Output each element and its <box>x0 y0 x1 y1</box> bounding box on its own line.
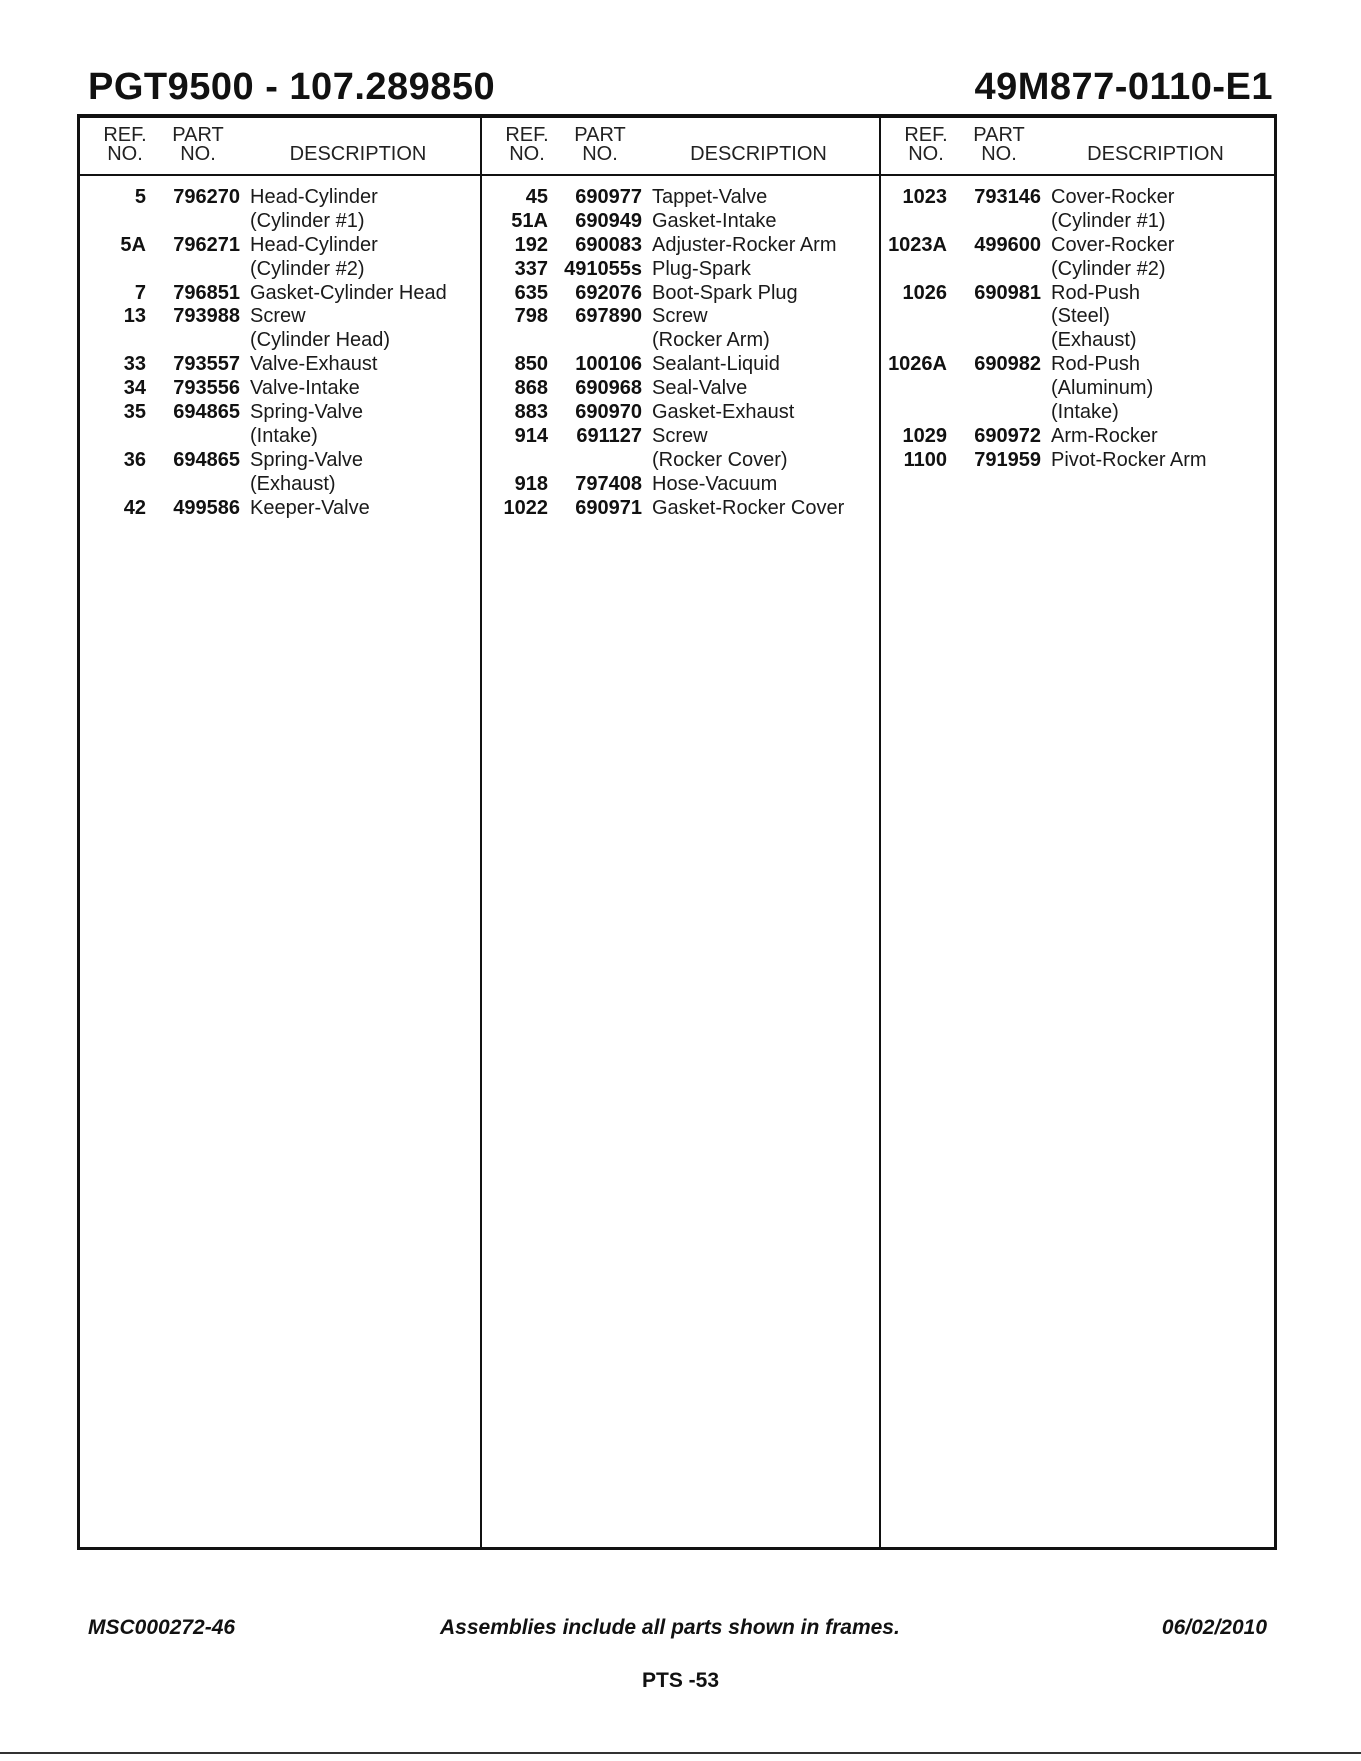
part-number: 499586 <box>173 496 240 519</box>
parts-row <box>881 282 1274 306</box>
parts-column-3 <box>879 118 1274 1547</box>
parts-row <box>482 234 879 258</box>
parts-row <box>881 353 1274 377</box>
ref-number: 1029 <box>902 424 947 447</box>
part-number: 690970 <box>575 401 642 424</box>
ref-number: 34 <box>123 377 146 400</box>
parts-row <box>80 329 480 353</box>
part-description: (Intake) <box>250 424 318 447</box>
parts-rows <box>482 186 879 520</box>
ref-number: 35 <box>123 401 146 424</box>
part-description: Keeper-Valve <box>250 496 370 519</box>
ref-number: 33 <box>123 353 146 376</box>
part-description: Boot-Spark Plug <box>652 281 798 304</box>
parts-list-frame <box>77 114 1277 1550</box>
ref-no-label: NO. <box>908 143 944 165</box>
part-description: Spring-Valve <box>250 448 364 471</box>
ref-number: 337 <box>514 257 548 280</box>
part-number: 694865 <box>173 448 240 471</box>
parts-row <box>80 186 480 210</box>
part-label: PART <box>172 124 224 146</box>
part-description: Screw <box>652 305 708 328</box>
ref-label: REF. <box>103 124 147 146</box>
model-title: PGT9500 - 107.289850 <box>88 66 496 108</box>
parts-row <box>80 425 480 449</box>
ref-number: 7 <box>134 281 146 304</box>
part-description: (Aluminum) <box>1051 377 1154 400</box>
parts-column-1 <box>80 118 480 1547</box>
parts-row <box>80 449 480 473</box>
ref-number: 850 <box>514 353 548 376</box>
parts-row <box>482 210 879 234</box>
part-number: 793146 <box>974 186 1041 208</box>
ref-number: 635 <box>514 281 548 304</box>
part-number: 690981 <box>974 281 1041 304</box>
parts-row <box>881 329 1274 353</box>
description-label: DESCRIPTION <box>289 143 427 165</box>
part-description: Seal-Valve <box>652 377 748 400</box>
part-number: 694865 <box>173 401 240 424</box>
part-description: Head-Cylinder <box>250 233 378 256</box>
parts-row <box>482 258 879 282</box>
footer-code: MSC000272-46 <box>88 1616 236 1639</box>
ref-number: 1022 <box>503 496 548 519</box>
footer-note: Assemblies include all parts shown in frames. <box>440 1616 900 1639</box>
parts-row <box>482 282 879 306</box>
part-description: Plug-Spark <box>652 257 751 280</box>
parts-row <box>881 449 1274 473</box>
bottom-rule <box>0 1752 1361 1754</box>
parts-row <box>881 258 1274 282</box>
part-number: 796270 <box>173 186 240 208</box>
part-description: Rod-Push <box>1051 353 1140 376</box>
parts-row <box>80 305 480 329</box>
part-description: Cover-Rocker <box>1051 233 1175 256</box>
ref-number: 1026 <box>902 281 947 304</box>
ref-label: REF. <box>505 124 549 146</box>
ref-number: 5A <box>120 233 146 256</box>
ref-number: 5 <box>134 186 146 208</box>
part-description: Valve-Intake <box>250 377 360 400</box>
parts-row <box>482 186 879 210</box>
part-no-label: NO. <box>582 143 618 165</box>
ref-number: 868 <box>514 377 548 400</box>
ref-number: 192 <box>514 233 548 256</box>
part-number: 797408 <box>575 472 642 495</box>
parts-row <box>80 258 480 282</box>
parts-row <box>482 305 879 329</box>
part-description: (Steel) <box>1051 305 1110 328</box>
part-description: Gasket-Cylinder Head <box>250 281 447 304</box>
column-header <box>482 118 879 176</box>
part-number: 691127 <box>576 424 642 447</box>
parts-row <box>80 377 480 401</box>
part-description: (Cylinder Head) <box>250 329 391 352</box>
part-number: 692076 <box>575 281 642 304</box>
part-label: PART <box>973 124 1025 146</box>
parts-row <box>881 377 1274 401</box>
ref-number: 36 <box>123 448 146 471</box>
part-number: 491055s <box>564 257 642 280</box>
ref-number: 13 <box>123 305 146 328</box>
part-description: (Cylinder #2) <box>250 257 365 280</box>
part-number: 793988 <box>173 305 240 328</box>
part-description: (Rocker Arm) <box>652 329 770 352</box>
parts-row <box>482 401 879 425</box>
ref-number: 918 <box>514 472 548 495</box>
parts-row <box>80 401 480 425</box>
parts-row <box>881 425 1274 449</box>
parts-row <box>482 377 879 401</box>
parts-row <box>482 329 879 353</box>
part-description: (Exhaust) <box>250 472 336 495</box>
part-description: Hose-Vacuum <box>652 472 778 495</box>
parts-row <box>482 353 879 377</box>
parts-row <box>881 186 1274 210</box>
parts-row <box>80 234 480 258</box>
part-description: Gasket-Exhaust <box>652 401 795 424</box>
parts-row <box>881 234 1274 258</box>
page-header <box>88 66 1273 116</box>
part-description: Sealant-Liquid <box>652 353 780 376</box>
part-description: Rod-Push <box>1051 281 1140 304</box>
part-description: (Intake) <box>1051 401 1119 424</box>
parts-row <box>482 497 879 521</box>
parts-row <box>482 449 879 473</box>
part-description: (Exhaust) <box>1051 329 1137 352</box>
part-description: (Rocker Cover) <box>652 448 788 471</box>
part-description: Spring-Valve <box>250 401 364 424</box>
part-number: 796271 <box>173 233 240 256</box>
part-description: (Cylinder #2) <box>1051 257 1166 280</box>
ref-number: 1100 <box>903 448 947 471</box>
part-description: Cover-Rocker <box>1051 186 1175 208</box>
part-number: 793557 <box>173 353 240 376</box>
part-description: Valve-Exhaust <box>250 353 378 376</box>
parts-rows <box>80 186 480 520</box>
part-label: PART <box>574 124 626 146</box>
part-no-label: NO. <box>180 143 216 165</box>
part-number: 690083 <box>575 233 642 256</box>
ref-number: 1023 <box>902 186 947 208</box>
parts-row <box>80 473 480 497</box>
part-number: 690968 <box>575 377 642 400</box>
description-label: DESCRIPTION <box>1087 143 1224 165</box>
ref-no-label: NO. <box>509 143 545 165</box>
column-header <box>80 118 480 176</box>
part-number: 100106 <box>575 353 642 376</box>
ref-number: 1026A <box>888 353 947 376</box>
part-number: 690972 <box>974 424 1041 447</box>
part-number: 499600 <box>974 233 1041 256</box>
parts-row <box>80 210 480 234</box>
parts-column-2 <box>480 118 879 1547</box>
part-description: (Cylinder #1) <box>250 209 365 232</box>
part-number: 791959 <box>974 448 1041 471</box>
part-description: Tappet-Valve <box>652 186 768 208</box>
part-description: Arm-Rocker <box>1051 424 1158 447</box>
part-description: Gasket-Intake <box>652 209 777 232</box>
part-description: (Cylinder #1) <box>1051 209 1166 232</box>
part-description: Screw <box>652 424 708 447</box>
ref-number: 45 <box>525 186 548 208</box>
part-description: Gasket-Rocker Cover <box>652 496 845 519</box>
ref-number: 42 <box>123 496 146 519</box>
ref-number: 51A <box>511 209 548 232</box>
part-description: Pivot-Rocker Arm <box>1051 448 1207 471</box>
parts-row <box>881 401 1274 425</box>
part-number: 796851 <box>173 281 240 304</box>
part-description: Screw <box>250 305 306 328</box>
column-header <box>881 118 1274 176</box>
description-label: DESCRIPTION <box>690 143 827 165</box>
ref-label: REF. <box>904 124 948 146</box>
document-number: 49M877-0110-E1 <box>974 66 1273 108</box>
part-number: 690977 <box>575 186 642 208</box>
ref-number: 883 <box>514 401 548 424</box>
parts-row <box>482 425 879 449</box>
part-description: Head-Cylinder <box>250 186 378 208</box>
ref-number: 914 <box>514 424 548 447</box>
part-number: 690982 <box>974 353 1041 376</box>
ref-number: 1023A <box>888 233 947 256</box>
part-description: Adjuster-Rocker Arm <box>652 233 837 256</box>
parts-row <box>881 210 1274 234</box>
part-number: 690971 <box>575 496 642 519</box>
parts-row <box>80 282 480 306</box>
part-number: 697890 <box>575 305 642 328</box>
parts-row <box>80 353 480 377</box>
part-no-label: NO. <box>981 143 1017 165</box>
footer-date: 06/02/2010 <box>1161 1616 1267 1639</box>
ref-number: 798 <box>514 305 548 328</box>
part-number: 793556 <box>173 377 240 400</box>
part-number: 690949 <box>575 209 642 232</box>
parts-rows <box>881 186 1274 473</box>
page-number: PTS -53 <box>641 1669 720 1692</box>
ref-no-label: NO. <box>107 143 143 165</box>
parts-row <box>80 497 480 521</box>
parts-row <box>881 305 1274 329</box>
parts-row <box>482 473 879 497</box>
